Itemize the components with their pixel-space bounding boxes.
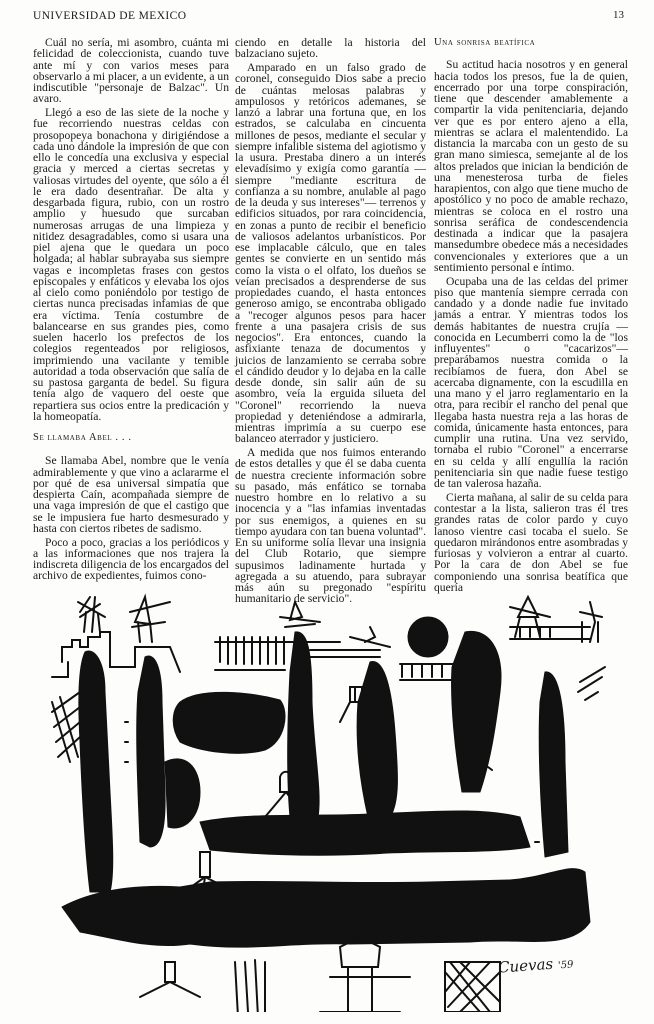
text-column-1 (33, 37, 229, 584)
tower-spire (350, 627, 390, 647)
signature-year: '59 (557, 959, 574, 972)
paragraph: Su actitud hacia nosotros y en general hacia todos los presos, fue la de quien, encerrado por una torpe conspiración, tiene que descender amablemente a compartir la vida penitenciaria, dejando ver que es por entero ajeno a ella, mientras se aclara el malentendido. La distancia la marcaba con un gesto de su gran mano simiesca, semejante al de los altos prelados que inician la bendición de una menesterosa turba de fieles harapientos, con algo que tiene mucho de apostólico y no poco de amable rechazo, mientras se coloca en el rostro una sonrisa seráfica de condescendencia destinada a indicar que la pasajera mansedumbre obedece más a necesidades convencionales y exteriores que a un sentimiento personal e íntimo. (434, 58, 628, 274)
paragraph-continued: ciendo en detalle la historia del balzaciano sujeto. (235, 36, 426, 61)
signature-name: Cuevas (497, 954, 554, 977)
cypress-tree (79, 651, 113, 892)
paragraph: Poco a poco, gracias a los periódicos y a las informaciones que nos trajera la indiscreta diligencia de los encargados del archivo de expedientes, fuimos cono- (33, 535, 229, 583)
section-subheading: Se llamaba Abel . . . (33, 432, 132, 443)
bottom-tower (140, 962, 200, 997)
cypress-tree (357, 662, 397, 817)
paragraph: Se llamaba Abel, nombre que le venía admirablemente y que vino a aclararme el por qué de esa universal simpatía que despierta Caín, acompañada siempre de una vaga impresión de que el castigo que se le impusiera fue harto desmesurado y hasta con ciertos ribetes de sadismo. (33, 454, 229, 535)
section-subheading: Una sonrisa beatífica (434, 37, 536, 48)
dark-tree (165, 759, 200, 828)
cypress-tree (137, 656, 165, 847)
dark-cloud (173, 692, 285, 753)
fence (310, 650, 380, 657)
paragraph: Ocupaba una de las celdas del primer piso que mantenía siempre cerrada con candado y a donde nadie fue invitado jamás a entrar. Y mientras todos los demás habitantes de nuestra crujía —conocida en Lecumberri como la de "los influyentes" o "cacarizos"— preparábamos nuestra comida o la recibíamos de fuera, don Abel se acercaba dignamente, con la escudilla en una mano y el jarro reglamentario en la otra, para recibir el rancho del penal que llegaba hasta nuestra reja a las horas de comida, únicamente hasta entonces, para cumplir una rutina. Una vez servido, tornaba el rubio "Coronel" a encerrarse en su celda y allí engullía la ración penitenciaria sin que nadie fuese testigo de tan valerosa hazaña. (434, 274, 628, 490)
cypress-tree (539, 672, 568, 857)
fence (400, 664, 460, 680)
paragraph: Cuál no sería, mi asombro, cuánta mi felicidad de coleccionista, cuando tuve ante mí y con varios meses para observarlo a mi placer, a un evidente, a un indiscutible "personaje de Balzac". Un avaro. (33, 36, 229, 106)
page-number: 13 (613, 9, 624, 21)
bottom-pagoda (320, 937, 410, 1012)
paragraph: Cierta mañana, al salir de su celda para contestar a la lista, salieron tras él tres grandes ratas de color pardo y cuyo lanoso vientre casi tocaba el suelo. Se quedaron mirándonos entre asombradas y furiosas y volvieron a entrar al cuarto. Por la cara de don Abel se fue componiendo una sonrisa beatífica que quería (434, 490, 628, 594)
brush-streaks (578, 667, 605, 700)
bottom-grid (445, 962, 500, 1012)
paragraph: Llegó a eso de las siete de la noche y fue recorriendo nuestras celdas con prosopopeya bonachona y dirigiéndose a cada uno dándole la impresión de que con ello le concedía una exclusiva y especial gracia y merced a ciertas secretas y valiosas virtudes del oyente, que sólo a él le era dado desentrañar. De alta y desgarbada figura, rubio, con un rostro amplio y huesudo que surcaban numerosas arrugas de una limpieza y nitidez desagradables, como si usara una piel ajena que le quedara un poco holgada; al hablar subrayaba sus siempre vagas e incompletas frases con gestos episcopales y enfáticos y elevaba los ojos al cielo como poniéndolo por testigo de ciertas nunca precisadas infamias de que era víctima. Tenía costumbre de balancearse en sus grandes pies, como suelen hacerlo los prefectos de los colegios regenteados por religiosos, imprimiendo una vacilante y temible autoridad a toda observación que salía de su pastosa garganta de bedel. Su figura tenía algo de vaquero del oeste que repartiera sus ocios entre la predicación y la homeopatía. (33, 106, 229, 423)
fence (215, 637, 340, 670)
paragraph: A medida que nos fuimos enterando de estos detalles y que él se daba cuenta de nuestra creciente información sobre su pasado, más enfático se tornaba nuestro hombre en lo relativo a su inocencia y a "las infamias inventadas por sus enemigos, a quienes en su tiempo ayudara con tan buena voluntad". En su uniforme solía llevar una insignia del Club Rotario, que siempre supusimos ladinamente hurtada y agregada a su atuendo, para subrayar más aún su pregonado "espíritu humanitario de servicio". (235, 446, 426, 606)
dark-tree (452, 631, 501, 792)
bottom-posts (235, 960, 265, 1012)
paragraph: Amparado en un falso grado de coronel, conseguido Dios sabe a precio de cuántas melosas palabras y ampulosos y retóricos ademanes, se lanzó a labrar una fortuna que, en los estrados, se calculaba en cincuenta millones de pesos, mediante el secular y siempre infalible sistema del agiotismo y la usura. Prestaba dinero a un interés elevadísimo y exigía como garantía —siempre "mediante escritura de confianza a su nombre, anulable al pago de la deuda y sus intereses"— terrenos y edificios situados, por rara coincidencia, en zonas a punto de recibir el beneficio de valiosos adelantos urbanísticos. Por ese implacable cálculo, que en tales gentes se convierte en un sentido más como la vista o el olfato, los dueños se veían precisados a desprenderse de sus propiedades cuando, el hasta entonces generoso amigo, se encontraba obligado a "recoger algunos pesos para hacer frente a una pasajera crisis de sus negocios". Era entonces, cuando la asfixiante tenaza de documentos y juicios de lanzamiento se cerraba sobre el cándido deudor y lo dejaba en la calle desde donde, sin salir aún de su asombro, veía la erguida silueta del "Coronel" recorriendo la nueva propiedad y deteniéndose a admirarla, mientras imprimía a su cuerpo ese balanceo aterrador y justiciero. (235, 61, 426, 446)
hatch-grid (52, 692, 80, 762)
dark-sun (408, 617, 448, 657)
windmill-icon (580, 602, 602, 642)
windmill-icon (130, 597, 170, 642)
windmill-icon (78, 597, 105, 632)
text-column-3 (434, 37, 628, 596)
dark-ground-band (62, 869, 590, 948)
tower-spire (280, 602, 320, 627)
dark-middle-band (200, 811, 530, 855)
text-column-2 (235, 37, 426, 607)
ink-illustration (50, 592, 610, 1012)
castle-tower (62, 632, 180, 672)
fence (510, 627, 590, 639)
journal-title: UNIVERSIDAD DE MEXICO (33, 10, 187, 22)
